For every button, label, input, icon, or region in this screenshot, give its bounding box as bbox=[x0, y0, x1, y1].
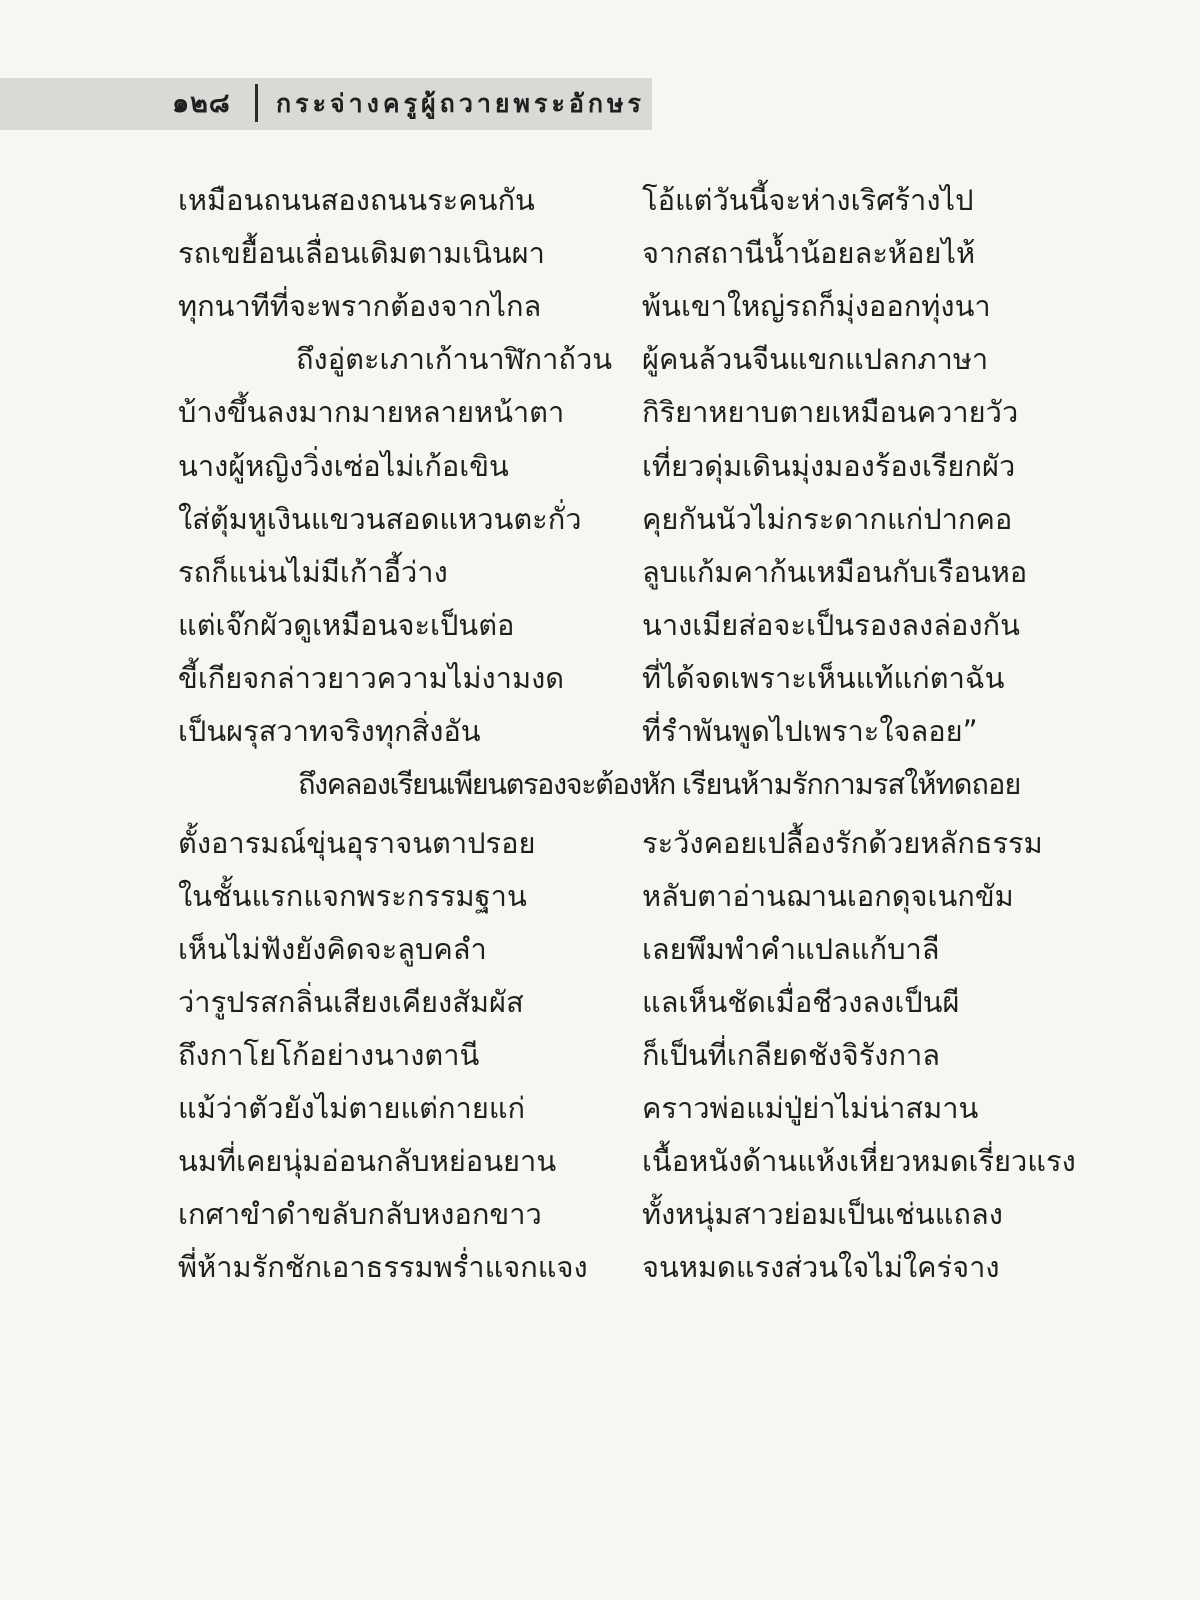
poem-line-left: ในชั้นแรกแจกพระกรรมฐาน bbox=[178, 879, 527, 913]
poem-line-right: ลูบแก้มคาก้นเหมือนกับเรือนหอ bbox=[642, 555, 1028, 589]
poem-line-right: เรียนห้ามรักกามรสให้ทดถอย bbox=[682, 767, 1021, 801]
poem-line-right: โอ้แต่วันนี้จะห่างเริศร้างไป bbox=[642, 183, 974, 217]
poem-line-left: ถึงกาโยโก้อย่างนางตานี bbox=[178, 1038, 480, 1072]
poem-line-left: ใส่ตุ้มหูเงินแขวนสอดแหวนตะกั่ว bbox=[178, 502, 582, 536]
poem-line-right: จนหมดแรงส่วนใจไม่ใคร่จาง bbox=[642, 1250, 1000, 1284]
poem-line-right: นางเมียส่อจะเป็นรองลงล่องกัน bbox=[642, 608, 1020, 642]
poem-line-left: นมที่เคยนุ่มอ่อนกลับหย่อนยาน bbox=[178, 1144, 557, 1178]
poem-line-right: ที่ได้จดเพราะเห็นแท้แก่ตาฉัน bbox=[642, 661, 1005, 695]
poem-line-left: เกศาขำดำขลับกลับหงอกขาว bbox=[178, 1197, 542, 1231]
poem-line-right: กิริยาหยาบตายเหมือนควายวัว bbox=[642, 395, 1019, 429]
poem-line-left: เห็นไม่ฟังยังคิดจะลูบคลำ bbox=[178, 932, 487, 966]
poem-line-right: พ้นเขาใหญ่รถก็มุ่งออกทุ่งนา bbox=[642, 289, 991, 323]
poem-line-left: บ้างขึ้นลงมากมายหลายหน้าตา bbox=[178, 395, 565, 429]
poem-line-right: ก็เป็นที่เกลียดชังจิรังกาล bbox=[642, 1038, 941, 1072]
poem-line-left: ทุกนาทีที่จะพรากต้องจากไกล bbox=[178, 289, 542, 323]
poem-line-left: ว่ารูปรสกลิ่นเสียงเคียงสัมผัส bbox=[178, 985, 524, 1019]
poem-line-right: ทั้งหนุ่มสาวย่อมเป็นเช่นแถลง bbox=[642, 1197, 1003, 1231]
poem-line-right: คราวพ่อแม่ปู่ย่าไม่น่าสมาน bbox=[642, 1091, 979, 1125]
poem-line-right: เนื้อหนังด้านแห้งเหี่ยวหมดเรี่ยวแรง bbox=[642, 1144, 1076, 1178]
poem-line-left: เป็นผรุสวาทจริงทุกสิ่งอัน bbox=[178, 714, 481, 748]
poem-line-left: แม้ว่าตัวยังไม่ตายแต่กายแก่ bbox=[178, 1091, 526, 1125]
poem-line-left: พี่ห้ามรักชักเอาธรรมพร่ำแจกแจง bbox=[178, 1250, 588, 1284]
poem-line-right: จากสถานีน้ำน้อยละห้อยไห้ bbox=[642, 236, 976, 270]
poem-line-left: แต่เจ๊กผัวดูเหมือนจะเป็นต่อ bbox=[178, 608, 515, 642]
poem-line-right: เลยพึมพำคำแปลแก้บาลี bbox=[642, 932, 940, 966]
poem-line-right: แลเห็นชัดเมื่อชีวงลงเป็นผี bbox=[642, 985, 960, 1019]
poem-line-left: ถึงอู่ตะเภาเก้านาฬิกาถ้วน bbox=[296, 342, 613, 376]
poem-line-left: นางผู้หญิงวิ่งเซ่อไม่เก้อเขิน bbox=[178, 449, 509, 483]
poem-line-left: ตั้งอารมณ์ขุ่นอุราจนตาปรอย bbox=[178, 826, 536, 860]
book-title: กระจ่างครูผู้ถวายพระอักษร bbox=[276, 89, 645, 118]
poem-line-right: เที่ยวดุ่มเดินมุ่งมองร้องเรียกผัว bbox=[642, 449, 1016, 483]
poem-line-left: ถึงคลองเรียนเพียนตรองจะต้องหัก bbox=[298, 767, 675, 801]
page-number: ๑๒๘ bbox=[172, 88, 231, 119]
poem-line-left: ขี้เกียจกล่าวยาวความไม่งามงด bbox=[178, 661, 565, 695]
poem-line-right: ผู้คนล้วนจีนแขกแปลกภาษา bbox=[642, 342, 989, 376]
poem-line-left: รถก็แน่นไม่มีเก้าอี้ว่าง bbox=[178, 555, 448, 589]
poem-line-right: ระวังคอยเปลื้องรักด้วยหลักธรรม bbox=[642, 826, 1043, 860]
poem-line-left: เหมือนถนนสองถนนระคนกัน bbox=[178, 183, 535, 217]
poem-line-right: คุยกันนัวไม่กระดากแก่ปากคอ bbox=[642, 502, 1013, 536]
poem-line-left: รถเขยื้อนเลื่อนเดิมตามเนินผา bbox=[178, 236, 545, 270]
poem-line-right: หลับตาอ่านฌานเอกดุจเนกขัม bbox=[642, 879, 1014, 913]
poem-line-right: ที่รำพันพูดไปเพราะใจลอย” bbox=[642, 714, 978, 748]
